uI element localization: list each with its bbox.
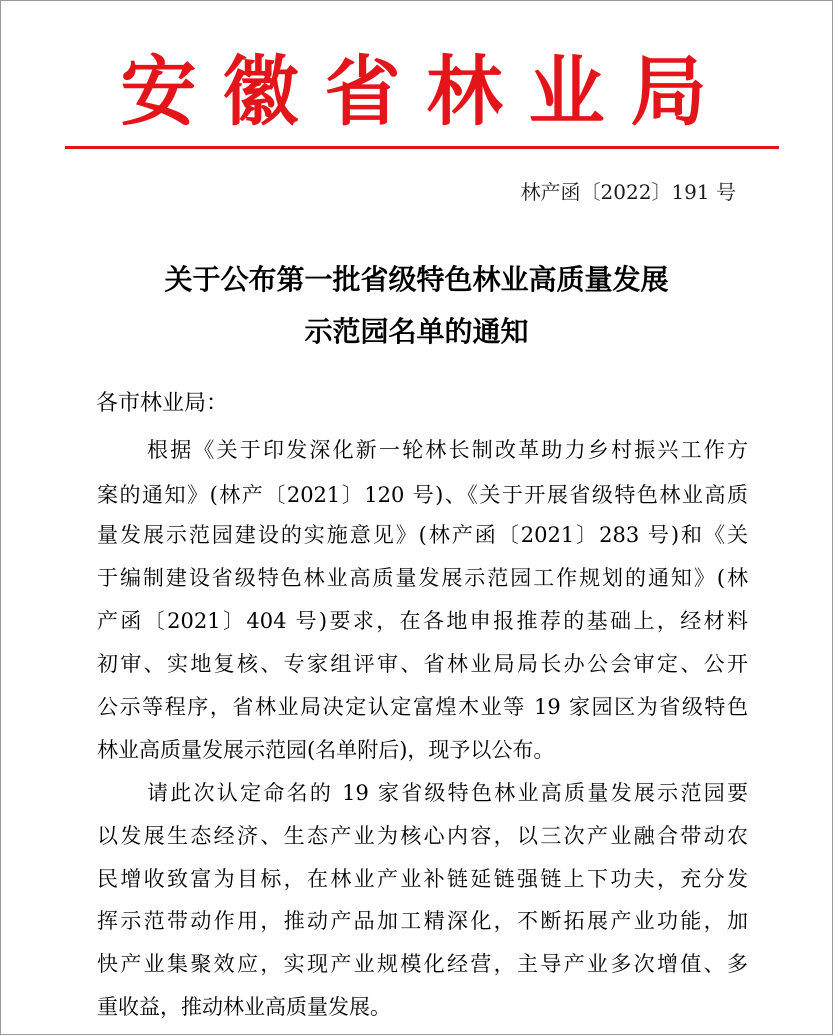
paragraph-2-line: 重收益，推动林业高质量发展。 (97, 995, 391, 1019)
paragraph-1-line: 量发展示范园建设的实施意见》(林产函〔2021〕283 号)和《关 (97, 523, 748, 547)
document-number: 林产函〔2022〕191 号 (520, 180, 736, 204)
paragraph-1-line: 林业高质量发展示范园(名单附后)，现予以公布。 (97, 738, 555, 762)
paragraph-2-line: 民增收致富为目标，在林业产业补链延链强链上下功夫，充分发 (97, 867, 748, 891)
paragraph-2-line: 以发展生态经济、生态产业为核心内容，以三次产业融合带动农 (97, 824, 748, 848)
paragraph-1-line: 公示等程序，省林业局决定认定富煌木业等 19 家园区为省级特色 (97, 695, 748, 719)
paragraph-2-line: 请此次认定命名的 19 家省级特色林业高质量发展示范园要 (147, 781, 748, 805)
paragraph-1-line: 案的通知》(林产〔2021〕120 号)、《关于开展省级特色林业高质 (97, 483, 748, 507)
paragraph-1-line: 初审、实地复核、专家组评审、省林业局局长办公会审定、公开 (97, 652, 748, 676)
addressee: 各市林业局： (96, 391, 229, 416)
paragraph-1-line: 根据《关于印发深化新一轮林长制改革助力乡村振兴工作方 (147, 438, 748, 462)
document-title-line-2: 示范园名单的通知 (304, 315, 529, 348)
document-title-line-1: 关于公布第一批省级特色林业高质量发展 (164, 263, 669, 296)
paragraph-2-line: 快产业集聚效应，实现产业规模化经营，主导产业多次增值、多 (97, 952, 748, 976)
masthead-red-rule (65, 146, 779, 149)
paragraph-1-line: 产函〔2021〕404 号)要求，在各地申报推荐的基础上，经材料 (97, 609, 748, 633)
masthead-org-name: 安徽省林业局 (120, 47, 733, 136)
paragraph-2-line: 挥示范带动作用，推动产品加工精深化，不断拓展产业功能，加 (97, 909, 748, 933)
paragraph-1-line: 于编制建设省级特色林业高质量发展示范园工作规划的通知》(林 (97, 566, 748, 590)
